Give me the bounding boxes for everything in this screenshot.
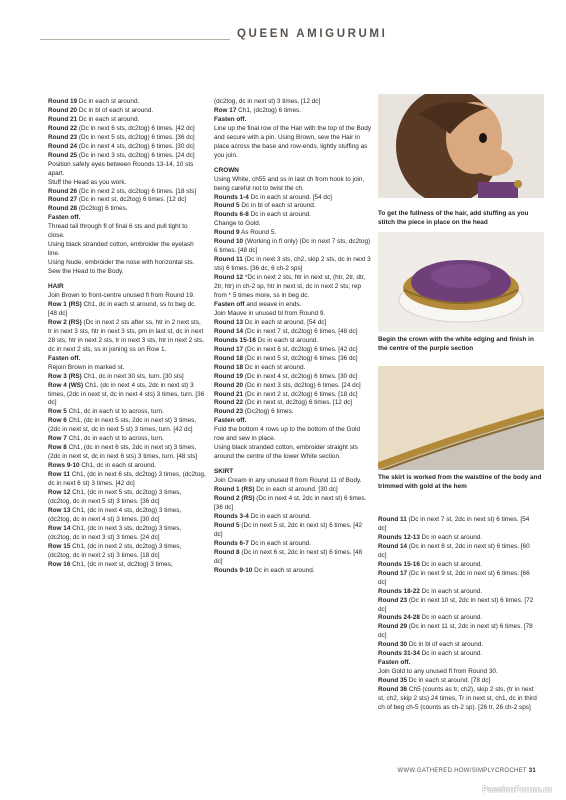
pattern-line-text: (Dc in next 7 st, 2dc in next st) 6 times. [54 dc] <box>378 516 530 532</box>
pattern-line-text: (Dc in next 5 st, dc2tog) 6 times. [36 dc] <box>243 354 358 362</box>
pattern-line-text: Fold the bottom 4 rows up to the bottom of the Gold row and sew in place. <box>214 426 361 443</box>
pattern-line-text: (Dc in next 2 sts after ss, htr in 2 next sts, tr in next 3 sts, htr in next 3 sts, pm in last st, dc in next 28 sts, htr in next 2 sts, tr in next 3 sts, htr in next 2 sts, dc in next 2 sts, ss in joining ss on Row 1. <box>48 318 204 353</box>
pattern-line-label: Round 8 <box>214 548 240 556</box>
pattern-line-text: Ch1, (dc2tog) 6 times. <box>236 106 302 114</box>
pattern-line <box>378 543 538 561</box>
pattern-line-label: Round 18 <box>214 363 244 371</box>
pattern-line <box>214 382 372 391</box>
pattern-line-text: Rejoin Brown in marked st. <box>48 363 125 371</box>
pattern-line <box>214 301 372 310</box>
pattern-line-text: Dc in each st around. <box>77 115 140 123</box>
pattern-line <box>48 143 206 152</box>
pattern-line-text: Dc in each st around. <box>255 336 319 344</box>
pattern-line <box>48 561 206 570</box>
pattern-line <box>48 364 206 373</box>
pattern-line-label: Rounds 9-10 <box>214 566 253 574</box>
pattern-line-text: (Dc in next 6 sts, dc2tog) 6 times. [42 dc] <box>77 124 195 132</box>
pattern-line-text: Ch1, (dc in next 4 sts, dc2tog) 3 times, (dc2tog, dc in next 4 st) 3 times. [30 dc] <box>48 506 182 523</box>
pattern-line <box>48 98 206 107</box>
pattern-line <box>48 196 206 205</box>
pattern-line-label: Round 21 <box>214 390 244 398</box>
pattern-line-label: Round 14 <box>214 327 244 335</box>
pattern-line-text: Stuff the Head as you work. <box>48 178 127 186</box>
pattern-line-text: (Dc in next 6 st, 2dc in next st) 6 times. [48 dc] <box>214 548 363 565</box>
pattern-line <box>48 408 206 417</box>
pattern-line <box>378 677 538 686</box>
pattern-line <box>48 161 206 179</box>
pattern-line-label: Round 13 <box>214 318 244 326</box>
pattern-line <box>48 525 206 543</box>
pattern-line-label: Round 24 <box>48 142 78 150</box>
pattern-line <box>214 319 372 328</box>
pattern-line <box>214 513 372 522</box>
pattern-line-label: Round 29 <box>378 623 408 631</box>
pattern-line <box>214 408 372 417</box>
pattern-line-text: Ch1, (dc in next 6 sts, 2dc in next st) 3 times, (2dc in next st, dc in next 6 sts) 3 times, turn. [48 sts] <box>48 444 198 461</box>
pattern-line-text: Dc in each st around. <box>419 650 483 658</box>
pattern-line-label: Rows 9-10 <box>48 462 80 470</box>
pattern-line <box>214 125 372 161</box>
pattern-column-1 <box>48 98 206 570</box>
pattern-line-text: Ch1, dc in each st around. <box>79 462 157 470</box>
doll-head-photo <box>378 94 544 198</box>
pattern-line <box>378 650 538 659</box>
pattern-line-label: Rounds 6-7 <box>214 539 249 547</box>
pattern-line-label: Row 17 <box>214 106 237 114</box>
pattern-line-text: (Dc in next 3 sts, dc2tog) 6 times. [24 dc] <box>243 381 361 389</box>
pattern-line-text: Dc in each st around. <box>77 98 140 105</box>
pattern-line <box>214 426 372 444</box>
pattern-line-label: Round 5 <box>214 521 240 529</box>
pattern-line-label: Rounds 15-16 <box>378 560 420 568</box>
pattern-line-text: Ch1, dc in each st to across, turn. <box>66 408 164 416</box>
pattern-line <box>214 107 372 116</box>
pattern-line-text: (Dc2tog) 6 times. <box>77 205 128 213</box>
pattern-line-label: Rounds 12-13 <box>378 533 420 541</box>
pattern-line-text: Ch1, dc in next 30 sts, turn. [30 sts] <box>81 372 184 380</box>
pattern-line-text: Dc in each st around. <box>248 539 311 547</box>
pattern-line <box>378 641 538 650</box>
pattern-line <box>378 561 538 570</box>
pattern-line <box>214 176 372 194</box>
pattern-line-text: Position safety eyes between Rounds 13-14, 10 sts apart. <box>48 160 194 177</box>
section-heading: HAIR <box>48 283 64 291</box>
pattern-line-label: Row 15 <box>48 542 71 550</box>
pattern-line-label: Fasten off. <box>48 354 81 362</box>
pattern-line <box>214 495 372 513</box>
pattern-line <box>378 659 538 668</box>
pattern-line <box>48 435 206 444</box>
crown-photo <box>378 232 544 332</box>
pattern-line-text: Dc in each st around. <box>252 566 315 574</box>
header-rule <box>40 39 230 40</box>
pattern-line-text: Dc in each st around. <box>243 363 306 371</box>
pattern-line <box>378 597 538 615</box>
pattern-line <box>214 373 372 382</box>
pattern-line <box>48 382 206 409</box>
pattern-line <box>214 486 372 495</box>
pattern-line-text: (Dc in next 10 st, 2dc in next st) 6 times. [72 dc] <box>378 596 534 613</box>
pattern-line-label: Row 4 (WS) <box>48 381 84 389</box>
section-heading: SKIRT <box>214 468 234 476</box>
pattern-line-text: (Dc in next 5 st, 2dc in next st) 6 times. [42 dc] <box>214 521 363 538</box>
pattern-line-label: Row 14 <box>48 524 71 532</box>
pattern-line <box>48 188 206 197</box>
pattern-column-2 <box>214 98 372 576</box>
pattern-line-text: Join Cream in any unused fl from Round 11 of Body. <box>214 477 362 485</box>
header-band <box>0 18 566 58</box>
pattern-line-text: Dc in bl of each st around. <box>77 106 154 114</box>
pattern-line-text: and weave in ends. <box>244 300 302 308</box>
pattern-line-text: Dc in bl of each st around. <box>407 641 484 649</box>
pattern-line-text: (Dc in next st, dc2tog) 6 times. [12 dc] <box>243 399 353 407</box>
pattern-line-text: (Dc in next 5 sts, dc2tog) 6 times. [36 dc] <box>77 133 195 141</box>
pattern-line-text: Dc in each st around. <box>419 614 483 622</box>
pattern-line <box>378 570 538 588</box>
pattern-line-label: Fasten off. <box>378 659 411 667</box>
pattern-line-label: Round 26 <box>48 187 78 195</box>
pattern-line <box>48 319 206 355</box>
pattern-line-label: Round 2 (RS) <box>214 494 255 502</box>
pattern-line-text: Dc in each st around. <box>248 512 311 520</box>
pattern-line-text: (Dc in next 3 sts, dc2tog) 6 times. [24 dc] <box>77 151 195 159</box>
pattern-line-text: (dc2tog, dc in next st) 3 times. [12 dc] <box>214 98 321 105</box>
pattern-line-label: Round 20 <box>48 106 78 114</box>
pattern-line <box>214 391 372 400</box>
pattern-line <box>378 588 538 597</box>
pattern-line-text: Dc in each st around. <box>419 587 483 595</box>
page-footer <box>397 768 536 774</box>
pattern-line-text: Dc in each st around. [54 dc] <box>248 193 332 201</box>
pattern-line-label: Round 11 <box>214 256 243 264</box>
pattern-line-text: (Dc in next 4 sts, dc2tog) 6 times. [30 dc] <box>77 142 195 150</box>
pattern-line <box>48 152 206 161</box>
pattern-line <box>214 98 372 107</box>
pattern-line <box>214 346 372 355</box>
section-heading: CROWN <box>214 166 239 174</box>
pattern-line-text: (Dc in next 6 st, dc2tog) 6 times. [42 dc] <box>243 345 358 353</box>
pattern-line <box>214 444 372 462</box>
pattern-line-label: Round 14 <box>378 542 408 550</box>
pattern-line-label: Rounds 1-4 <box>214 193 249 201</box>
pattern-line <box>214 522 372 540</box>
pattern-line-text: Join Gold to any unused fl from Round 30. <box>378 668 498 676</box>
pattern-line-text: Dc in each st around. <box>248 211 311 219</box>
pattern-line-label: Round 17 <box>214 345 244 353</box>
pattern-line-label: Round 19 <box>214 372 244 380</box>
pattern-line-text: Ch1, (dc in next 5 sts, 2dc in next st) 3 times, (2dc in next st, dc in next 5 st) 3 times, turn. [42 dc] <box>48 417 197 434</box>
pattern-line-text: Ch1, (dc in next 6 sts, dc2tog) 3 times, (dc2tog, dc in next 6 st) 3 times. [42 dc] <box>48 471 206 488</box>
pattern-line <box>378 623 538 641</box>
pattern-line <box>214 540 372 549</box>
pattern-line-label: Row 8 <box>48 444 67 452</box>
pattern-line <box>48 268 206 277</box>
pattern-line-text: Ch1, (dc in next 2 sts, dc2tog) 3 times, (dc2tog, dc in next 2 st) 3 times. [18 dc] <box>48 542 182 559</box>
pattern-line-text: Dc in each st around. [54 dc] <box>243 318 327 326</box>
pattern-line-label: Row 7 <box>48 435 67 443</box>
pattern-line-text: (Dc in next 2 st, dc2tog) 6 times. [18 dc] <box>243 390 358 398</box>
pattern-line-label: Round 17 <box>378 569 408 577</box>
pattern-line <box>48 417 206 435</box>
pattern-line-label: Round 28 <box>48 205 78 213</box>
pattern-line-text: Dc in each st around. <box>419 533 483 541</box>
pattern-line <box>214 567 372 576</box>
pattern-line-text: Ch1, dc in each st to across, turn. <box>66 435 164 443</box>
pattern-line-text: Sew the Head to the Body. <box>48 268 124 276</box>
photo-caption-2: Begin the crown with the white edging and finish in the centre of the purple section <box>378 336 534 352</box>
pattern-line <box>48 223 206 241</box>
pattern-line-label: Rounds 31-34 <box>378 650 420 658</box>
pattern-line-text: Using Nude, embroider the nose with horizontal sts. <box>48 259 195 267</box>
watermark: PassionForum.ru <box>482 784 552 794</box>
pattern-line <box>378 534 538 543</box>
pattern-line <box>214 238 372 256</box>
pattern-line-label: Round 20 <box>214 381 244 389</box>
pattern-line <box>214 194 372 203</box>
pattern-line-label: Round 23 <box>48 133 78 141</box>
pattern-line <box>48 259 206 268</box>
pattern-line-text: Using black stranded cotton, embroider straight sts around the centre of the lower White section. <box>214 444 358 461</box>
pattern-line-label: Row 2 (RS) <box>48 318 82 326</box>
pattern-line-text: (Dc2tog) 6 times. <box>243 408 294 416</box>
pattern-line-label: Row 11 <box>48 471 71 479</box>
footer-site: WWW.GATHERED.HOW/SIMPLYCROCHET <box>397 768 527 774</box>
pattern-line-text: Dc in bl of each st around. <box>239 202 316 210</box>
pattern-line-label: Round 22 <box>214 399 244 407</box>
pattern-line <box>48 179 206 188</box>
pattern-line-text: Ch1, dc in each st around, ss to beg dc. [48 dc] <box>48 300 197 317</box>
pattern-line <box>214 355 372 364</box>
pattern-line <box>48 107 206 116</box>
pattern-line <box>214 328 372 337</box>
pattern-line <box>214 116 372 125</box>
pattern-line-text: Using White, ch55 and ss in last ch from hook to join, being careful not to twist the ch. <box>214 175 365 192</box>
pattern-line-label: Fasten off. <box>214 115 247 123</box>
pattern-line-label: Round 1 (RS) <box>214 486 255 494</box>
pattern-line <box>48 355 206 364</box>
pattern-line <box>214 211 372 220</box>
pattern-line <box>214 417 372 426</box>
pattern-line-label: Round 23 <box>378 596 408 604</box>
pattern-line-label: Row 6 <box>48 417 67 425</box>
pattern-line <box>48 134 206 143</box>
pattern-line <box>214 202 372 211</box>
pattern-line-text: (Dc in next 4 st, 2dc in next st) 6 times. [36 dc] <box>214 494 367 511</box>
pattern-line-label: Round 18 <box>214 354 244 362</box>
pattern-line <box>48 507 206 525</box>
pattern-line <box>48 462 206 471</box>
pattern-line-text: Join Brown to front-centre unused fl from Round 19. <box>48 292 195 300</box>
pattern-line-label: Round 25 <box>48 151 78 159</box>
pattern-line-label: Round 12 <box>214 274 244 282</box>
pattern-line-label: Rounds 18-22 <box>378 587 420 595</box>
pattern-line <box>378 614 538 623</box>
pattern-line <box>48 471 206 489</box>
pattern-line-text: (Dc in next 3 sts, ch2, skip 2 sts, dc in next 3 sts) 6 times. [36 dc, 6 ch-2 sps] <box>214 256 371 273</box>
pattern-line <box>214 256 372 274</box>
pattern-line-text: (Dc in next 2 sts, dc2tog) 6 times. [18 sts] <box>77 187 197 195</box>
pattern-line-label: Rounds 6-8 <box>214 211 249 219</box>
pattern-line <box>378 686 538 713</box>
pattern-line-text: (Dc in next 4 st, dc2tog) 6 times. [30 dc] <box>243 372 358 380</box>
page-number: 31 <box>528 768 536 774</box>
pattern-line-label: Row 13 <box>48 506 71 514</box>
pattern-line-label: Round 27 <box>48 196 78 204</box>
pattern-line <box>214 229 372 238</box>
pattern-line-label: Fasten off <box>214 300 245 308</box>
pattern-line <box>48 125 206 134</box>
pattern-line <box>48 292 206 301</box>
pattern-line-label: Row 1 (RS) <box>48 300 82 308</box>
pattern-line-label: Round 30 <box>378 641 408 649</box>
pattern-line <box>214 399 372 408</box>
pattern-line <box>214 310 372 319</box>
pattern-line-text: Ch1, (dc in next 5 sts, dc2tog) 3 times, (dc2tog, dc in next 5 st) 3 times. [36 dc] <box>48 488 182 505</box>
pattern-line <box>214 337 372 346</box>
pattern-line-label: Row 5 <box>48 408 67 416</box>
pattern-line-text: Line up the final row of the Hair with the top of the Body and secure with a pin. Using Brown, sew the Hair in place across the base and row-ends, lightly stuffing as you join. <box>214 124 372 159</box>
pattern-line <box>48 205 206 214</box>
pattern-line-label: Round 10 <box>214 238 244 246</box>
pattern-line-text: Ch1, (dc in next 4 sts, 2dc in next st) 3 times, (2dc in next st, dc in next 4 sts) 3 times, turn. [36 dc] <box>48 381 205 407</box>
pattern-line <box>214 364 372 373</box>
pattern-line-text: As Round 5. <box>239 229 277 237</box>
pattern-line <box>48 489 206 507</box>
pattern-line-text: Ch1, (dc in next st, dc2tog) 3 times, <box>70 560 173 568</box>
pattern-line-label: Row 3 (RS) <box>48 372 82 380</box>
pattern-line-text: (Dc in next 9 st, 2dc in next st) 6 times. [66 dc] <box>378 569 530 586</box>
pattern-line <box>48 301 206 319</box>
pattern-line <box>48 241 206 259</box>
pattern-line <box>378 668 538 677</box>
pattern-line-label: Row 12 <box>48 488 71 496</box>
pattern-line-text: Dc in each st around. [78 dc] <box>407 677 491 685</box>
pattern-line-text: Ch1, (dc in next 3 sts, dc2tog) 3 times, (dc2tog, dc in next 3 st) 3 times. [24 dc] <box>48 524 182 541</box>
pattern-line-text: (Dc in next st, dc2tog) 6 times. [12 dc] <box>77 196 187 204</box>
pattern-line-text: *Dc in next 2 sts, htr in next st, (htr, 2tr, dtr, 2tr, htr) in ch-2 sp, htr in next st, dc in next 2 sts; rep from * 5 times more, ss in beg dc. <box>214 274 366 300</box>
pattern-column-3 <box>378 516 538 713</box>
pattern-line-label: Round 5 <box>214 202 240 210</box>
pattern-line-label: Rounds 3-4 <box>214 512 249 520</box>
pattern-line <box>48 543 206 561</box>
pattern-line-label: Round 36 <box>378 686 408 694</box>
pattern-line <box>378 516 538 534</box>
pattern-line-label: Round 21 <box>48 115 78 123</box>
pattern-line-text: Thread tail through fl of final 6 sts and pull tight to close. <box>48 223 188 240</box>
pattern-line <box>48 373 206 382</box>
pattern-line-label: Fasten off. <box>214 417 247 425</box>
pattern-line-label: Rounds 15-16 <box>214 336 256 344</box>
photo-caption-1: To get the fullness of the hair, add stuffing as you stitch the piece in place on the head <box>378 210 529 226</box>
pattern-line-text: Change to Gold. <box>214 220 261 228</box>
photo-caption-3: The skirt is worked from the waistline of the body and trimmed with gold at the hem <box>378 474 542 490</box>
pattern-line-label: Round 11 <box>378 516 407 523</box>
skirt-photo <box>378 366 544 470</box>
pattern-line-text: (Dc in next 7 st, dc2tog) 6 times. [48 dc] <box>243 327 358 335</box>
pattern-line-label: Round 35 <box>378 677 408 685</box>
pattern-line-text: (Dc in next 8 st, 2dc in next st) 6 times. [60 dc] <box>378 542 530 559</box>
pattern-line <box>214 549 372 567</box>
pattern-line-text: Ch5 (counts as tr, ch2), skip 2 sts, (tr in next st, ch2, skip 2 sts) 24 times, Tr in next st, ch1, dc in third ch of beg ch-5 (counts as ch-2 sp). [26 tr, 26 ch-2 sps] <box>378 686 537 712</box>
pattern-line-label: Row 16 <box>48 560 71 568</box>
pattern-line-label: Rounds 24-28 <box>378 614 420 622</box>
pattern-line <box>48 444 206 462</box>
pattern-line <box>48 116 206 125</box>
pattern-line-label: Fasten off. <box>48 214 81 222</box>
pattern-line <box>214 274 372 301</box>
pattern-line-label: Round 22 <box>48 124 78 132</box>
pattern-line-text: (Dc in next 11 st, 2dc in next st) 6 times. [78 dc] <box>378 623 533 640</box>
pattern-line-text: Join Mauve in unused bl from Round 9. <box>214 309 326 317</box>
magazine-section-title: QUEEN AMIGURUMI <box>237 28 388 40</box>
pattern-line-text: (Working in fl only) (Dc in next 7 sts, dc2tog) 6 times. [48 dc] <box>214 238 371 255</box>
pattern-line <box>214 477 372 486</box>
pattern-line-text: Using black stranded cotton, embroider the eyelash line. <box>48 241 194 258</box>
pattern-line-text: Dc in each st around. <box>419 560 483 568</box>
pattern-line-label: Round 9 <box>214 229 240 237</box>
pattern-line-label: Round 19 <box>48 98 78 105</box>
pattern-line-text: Dc in each st around. [30 dc] <box>254 486 338 494</box>
pattern-line <box>48 214 206 223</box>
pattern-line-label: Round 23 <box>214 408 244 416</box>
pattern-line <box>214 220 372 229</box>
